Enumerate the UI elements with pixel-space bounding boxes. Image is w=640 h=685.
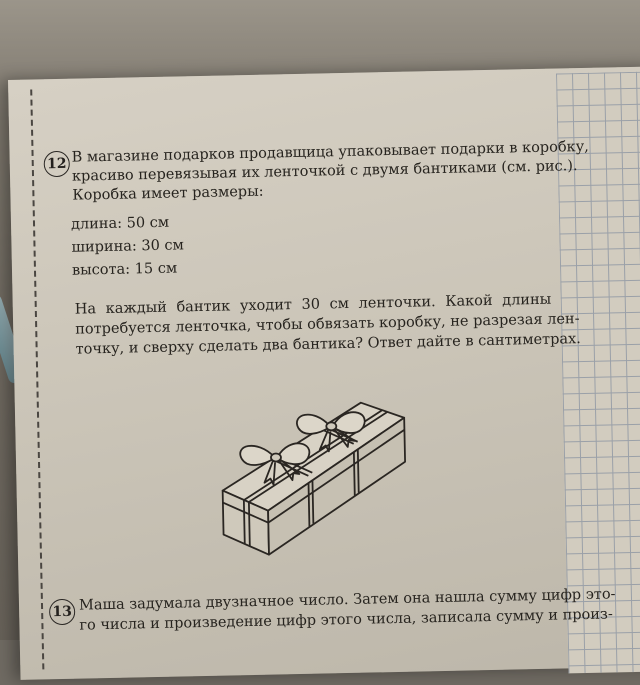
problem-12-intro-line-2: красиво перевязывая их ленточкой с двумя бантиками (см. рис.).: [71, 158, 578, 185]
problem-12-intro-line-1: В магазине подарков продавщица упаковывает подарки в коробку,: [71, 138, 589, 166]
box-dimensions: [71, 214, 185, 285]
problem-12-question-line-2: потребуется ленточка, чтобы обвязать коробку, не разрезая лен-: [75, 311, 580, 338]
question-number-13-label: 13: [52, 603, 73, 621]
dimension-width: ширина: 30 см: [71, 237, 185, 256]
gift-box-illustration: [210, 384, 414, 563]
dimension-length: длина: 50 см: [70, 214, 170, 233]
question-number-12-label: 12: [46, 155, 67, 173]
question-number-12: [44, 151, 71, 178]
problem-13-line-2: го числа и произведение цифр этого числа, записала сумму и произ-: [79, 606, 613, 634]
dashed-cut-line: [30, 89, 44, 669]
dimension-height: высота: 15 см: [71, 260, 178, 279]
question-number-13: [49, 599, 76, 626]
problem-13-line-1: Маша задумала двузначное число. Затем она нашла сумму цифр это-: [78, 586, 616, 614]
problem-12-question-line-1: На каждый бантик уходит 30 см ленточки. Какой длины: [74, 291, 552, 318]
problem-12-question-line-3: точку, и сверху сделать два бантика? Ответ дайте в сантиметрах.: [75, 331, 581, 358]
workbook-page: [8, 66, 640, 679]
problem-12-intro-line-3: Коробка имеет размеры:: [72, 183, 264, 204]
